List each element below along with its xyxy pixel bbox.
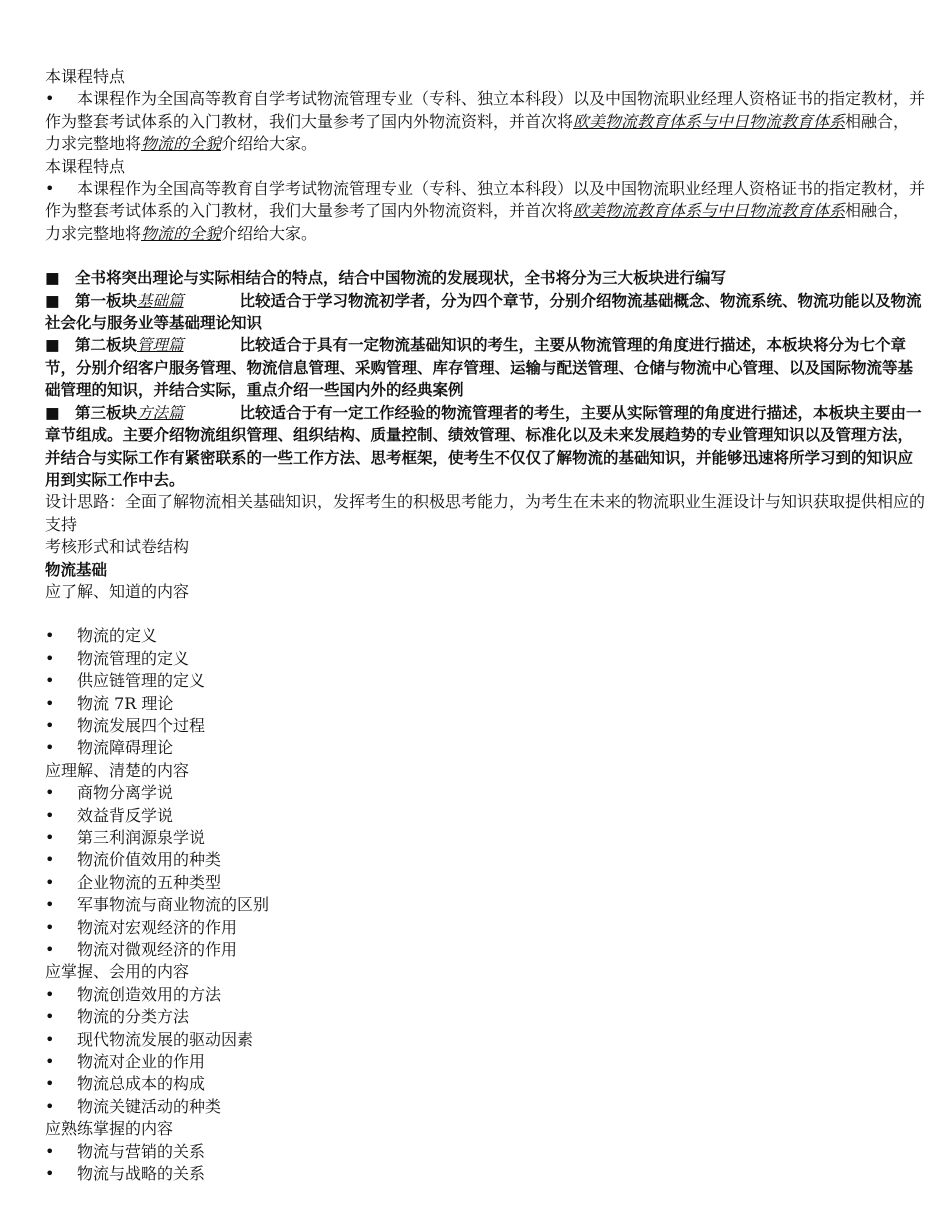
bullet-icon: • (45, 1052, 55, 1072)
list-item (45, 625, 925, 647)
list-item (45, 872, 925, 894)
section-first (45, 290, 925, 335)
list-item-text: 物流与营销的关系 (77, 1141, 206, 1161)
square-bullet-icon: ■ (45, 336, 60, 355)
intro-text: 介绍给大家。 (221, 223, 318, 243)
list-item-text: 物流的定义 (77, 626, 158, 646)
bullet-icon: • (45, 693, 55, 713)
group-title: 应掌握、会用的内容 (45, 962, 190, 982)
document-page (45, 66, 925, 1186)
list-item-text: 物流对微观经济的作用 (77, 940, 238, 960)
blank-line (45, 603, 925, 625)
list-item (45, 782, 925, 804)
intro-text: 介绍给大家。 (221, 134, 318, 154)
list-item (45, 827, 925, 849)
intro-text: 本课程作为全国高等教育自学考试物流管理专业（专科、独立本科段）以及中国物流职业经理人资格证书的指定教材，并作为整套考试体系的入门教材，我们大量参考了国内外物流资料，并首次将 (45, 179, 926, 221)
intro-link-education-systems[interactable]: 欧美物流教育体系与中日物流教育体系 (573, 111, 846, 131)
section-name-link[interactable]: 基础篇 (137, 291, 184, 310)
square-bullet-icon: ■ (45, 291, 60, 310)
square-bullet-icon: ■ (45, 269, 60, 288)
group-list (45, 1141, 925, 1186)
list-item-text: 企业物流的五种类型 (77, 872, 222, 892)
intro-paragraph (45, 178, 925, 245)
list-item-text: 物流障碍理论 (77, 738, 174, 758)
bullet-icon: • (45, 648, 55, 668)
list-item-text: 商物分离学说 (77, 783, 174, 803)
bullet-icon: • (45, 895, 55, 915)
group-title: 应熟练掌握的内容 (45, 1119, 174, 1139)
section-text: 比较适合于具有一定物流基础知识的考生，主要从物流管理的角度进行描述，本板块将分为七个章节，分别介绍客户服务管理、物流信息管理、采购管理、库存管理、运输与配送管理、仓储与物流中心管理、以及国际物流等基础管理的知识，并结合实际，重点介绍一些国内外的经典案例 (45, 336, 914, 400)
bullet-icon: • (45, 1141, 55, 1161)
bullet-icon: • (45, 872, 55, 892)
bullet-icon: • (45, 1074, 55, 1094)
group-title: 应理解、清楚的内容 (45, 760, 190, 780)
list-item-text: 物流对宏观经济的作用 (77, 917, 238, 937)
intro-block (45, 156, 925, 246)
list-item-text: 物流的分类方法 (77, 1007, 190, 1027)
list-item-text: 军事物流与商业物流的区别 (77, 895, 270, 915)
overview-paragraph (45, 267, 925, 289)
list-item (45, 1163, 925, 1185)
list-item-text: 物流管理的定义 (77, 648, 190, 668)
blank-line (45, 245, 925, 267)
intro-text: 相融合，力求完整地将 (45, 201, 910, 243)
list-item (45, 1096, 925, 1118)
exam-heading: 考核形式和试卷结构 (45, 537, 190, 557)
list-item (45, 894, 925, 916)
bullet-icon: • (45, 1029, 55, 1049)
list-item (45, 693, 925, 715)
list-item-text: 物流发展四个过程 (77, 715, 206, 735)
subject-heading: 物流基础 (45, 560, 108, 579)
list-item-text: 物流 7R 理论 (77, 693, 174, 713)
list-item (45, 737, 925, 759)
list-item-text: 物流对企业的作用 (77, 1052, 206, 1072)
intro-text: 本课程作为全国高等教育自学考试物流管理专业（专科、独立本科段）以及中国物流职业经理人资格证书的指定教材，并作为整套考试体系的入门教材，我们大量参考了国内外物流资料，并首次将 (45, 89, 926, 131)
intro-link-logistics-overview[interactable]: 物流的全貌 (141, 223, 222, 243)
bullet-icon: • (45, 89, 55, 109)
group-list (45, 782, 925, 961)
intro-block (45, 66, 925, 156)
group-list (45, 984, 925, 1118)
bullet-icon: • (45, 984, 55, 1004)
section-text: 比较适合于有一定工作经验的物流管理者的考生，主要从实际管理的角度进行描述，本板块主要由一章节组成。主要介绍物流组织管理、组织结构、质量控制、绩效管理、标准化以及未来发展趋势的专业管理知识以及管理方法，并结合与实际工作有紧密联系的一些工作方法、思考框架，使考生不仅仅了解物流的基础知识，并能够迅速将所学习到的知识应用到实际工作中去。 (45, 403, 922, 489)
bullet-icon: • (45, 783, 55, 803)
list-item (45, 1073, 925, 1095)
list-item (45, 1029, 925, 1051)
section-second (45, 334, 925, 401)
section-prefix: 第三板块 (75, 403, 138, 422)
list-item-text: 物流总成本的构成 (77, 1074, 206, 1094)
list-item (45, 670, 925, 692)
section-name-link[interactable]: 方法篇 (137, 403, 184, 422)
list-item (45, 984, 925, 1006)
square-bullet-icon: ■ (45, 403, 60, 422)
bullet-icon: • (45, 940, 55, 960)
section-name-link[interactable]: 管理篇 (137, 336, 184, 355)
list-item (45, 1006, 925, 1028)
list-item (45, 939, 925, 961)
bullet-icon: • (45, 671, 55, 691)
list-item-text: 效益背反学说 (77, 805, 174, 825)
list-item-text: 物流与战略的关系 (77, 1164, 206, 1184)
list-item-text: 物流创造效用的方法 (77, 984, 222, 1004)
intro-link-logistics-overview[interactable]: 物流的全貌 (141, 134, 222, 154)
intro-heading: 本课程特点 (45, 156, 126, 176)
list-item-text: 物流价值效用的种类 (77, 850, 222, 870)
bullet-icon: • (45, 917, 55, 937)
group-title: 应了解、知道的内容 (45, 581, 190, 601)
list-item (45, 849, 925, 871)
bullet-icon: • (45, 626, 55, 646)
intro-link-education-systems[interactable]: 欧美物流教育体系与中日物流教育体系 (573, 201, 846, 221)
section-third (45, 402, 925, 492)
design-idea: 设计思路：全面了解物流相关基础知识，发挥考生的积极思考能力，为考生在未来的物流职业生涯设计与知识获取提供相应的支持 (45, 492, 926, 534)
list-item (45, 715, 925, 737)
bullet-icon: • (45, 828, 55, 847)
bullet-icon: • (45, 738, 55, 758)
list-item (45, 648, 925, 670)
section-prefix: 第一板块 (75, 291, 138, 310)
group-list (45, 625, 925, 759)
list-item (45, 917, 925, 939)
list-item (45, 1141, 925, 1163)
intro-paragraph (45, 88, 925, 155)
bullet-icon: • (45, 805, 55, 825)
bullet-icon: • (45, 715, 55, 735)
section-text: 比较适合于学习物流初学者，分为四个章节，分别介绍物流基础概念、物流系统、物流功能以及物流社会化与服务业等基础理论知识 (45, 291, 922, 333)
intro-text: 相融合，力求完整地将 (45, 111, 910, 154)
list-item-text: 供应链管理的定义 (77, 671, 206, 691)
bullet-icon: • (45, 1096, 55, 1116)
bullet-icon: • (45, 1007, 55, 1027)
list-item-text: 第三利润源泉学说 (77, 828, 206, 847)
overview-text: 全书将突出理论与实际相结合的特点，结合中国物流的发展现状，全书将分为三大板块进行编写 (75, 269, 727, 288)
section-prefix: 第二板块 (75, 336, 138, 355)
list-item (45, 1051, 925, 1073)
bullet-icon: • (45, 179, 55, 199)
list-item-text: 现代物流发展的驱动因素 (77, 1029, 254, 1049)
bullet-icon: • (45, 1164, 55, 1184)
list-item (45, 805, 925, 827)
list-item-text: 物流关键活动的种类 (77, 1096, 222, 1116)
intro-heading: 本课程特点 (45, 67, 126, 86)
bullet-icon: • (45, 850, 55, 870)
